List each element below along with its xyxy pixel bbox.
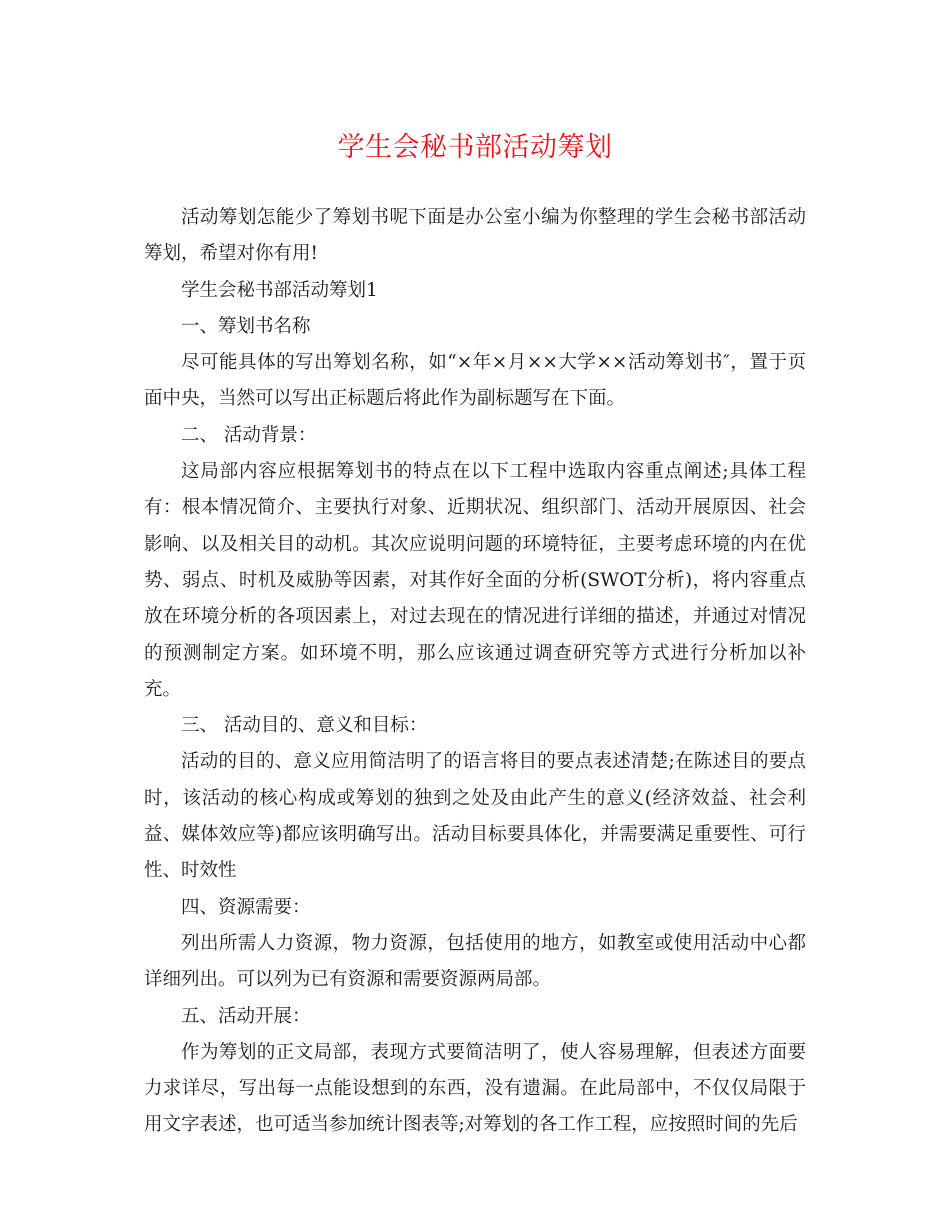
- section-heading: 一、筹划书名称: [181, 315, 311, 337]
- body-paragraph: 活动的目的、意义应用简洁明了的语言将目的要点表述清楚;在陈述目的要点时，该活动的核心构成或筹划的独到之处及由此产生的意义(经济效益、社会利益、媒体效应等)都应该明确写出。活动目标要具体化，并需要满足重要性、可行性、时效性: [144, 751, 806, 882]
- body-paragraph: 这局部内容应根据筹划书的特点在以下工程中选取内容重点阐述;具体工程有：根本情况简介、主要执行对象、近期状况、组织部门、活动开展原因、社会影响、以及相关目的动机。其次应说明问题的环境特征，主要考虑环境的内在优势、弱点、时机及威胁等因素，对其作好全面的分析(SWOT分析)，将内容重点放在环境分析的各项因素上，对过去现在的情况进行详细的描述，并通过对情况的预测制定方案。如环境不明，那么应该通过调查研究等方式进行分析加以补充。: [144, 461, 806, 700]
- body-paragraph: 作为筹划的正文局部，表现方式要简洁明了，使人容易理解，但表述方面要力求详尽，写出每一点能设想到的东西，没有遗漏。在此局部中，不仅仅局限于用文字表述，也可适当参加统计图表等;对筹划的各工作工程，应按照时间的先后: [144, 1041, 806, 1136]
- intro-paragraph: 活动筹划怎能少了筹划书呢下面是办公室小编为你整理的学生会秘书部活动筹划，希望对你有用!: [144, 207, 806, 265]
- section-heading: 四、资源需要：: [181, 896, 311, 918]
- body-paragraph: 列出所需人力资源，物力资源，包括使用的地方，如教室或使用活动中心都详细列出。可以列为已有资源和需要资源两局部。: [144, 932, 806, 991]
- document-title: 学生会秘书部活动筹划: [337, 132, 613, 163]
- section-heading: 二、 活动背景：: [181, 424, 317, 446]
- document-body: [144, 200, 806, 1144]
- section-heading: 学生会秘书部活动筹划1: [181, 279, 378, 301]
- body-paragraph: 尽可能具体的写出筹划名称，如“×年×月××大学××活动筹划书″，置于页面中央，当然可以写出正标题后将此作为副标题写在下面。: [144, 352, 806, 410]
- section-heading: 三、 活动目的、意义和目标：: [181, 715, 428, 737]
- section-heading: 五、活动开展：: [181, 1005, 311, 1027]
